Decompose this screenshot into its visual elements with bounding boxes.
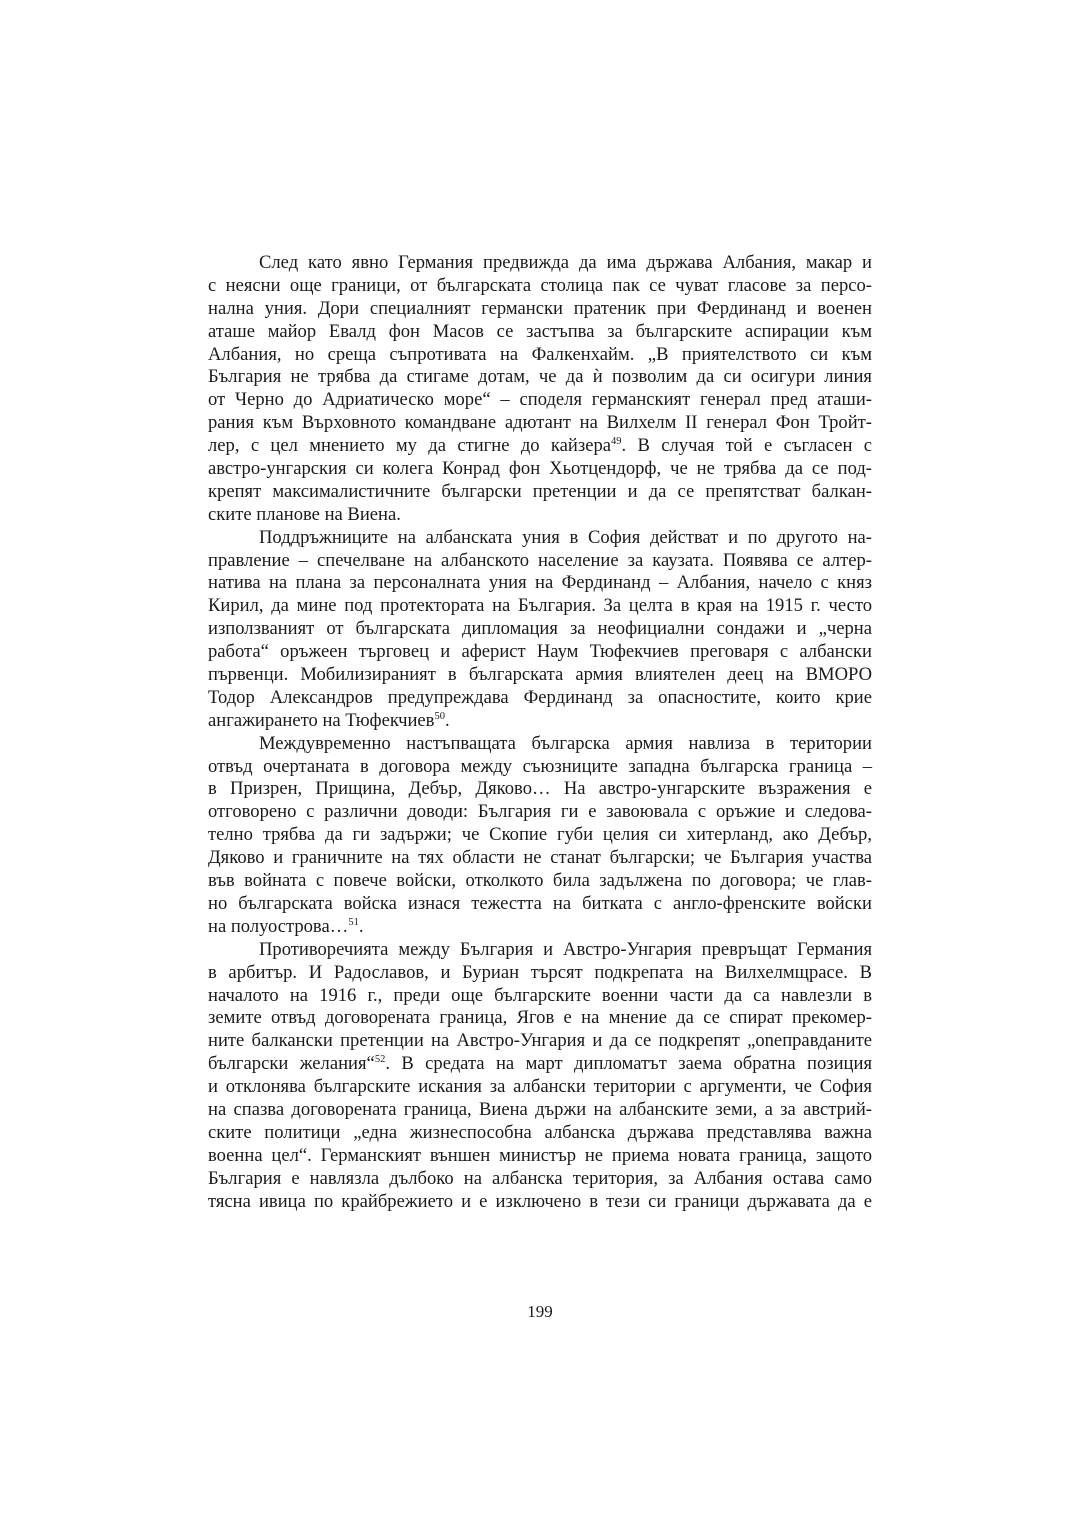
body-text [208, 252, 872, 1213]
text-line [208, 939, 872, 962]
text-line [208, 550, 872, 573]
line-text: България не трябва да стигаме дотам, че да ѝ позволим да си осигури линия [208, 366, 872, 388]
text-line [208, 618, 872, 641]
text-line [208, 733, 872, 756]
text-line [208, 687, 872, 710]
line-text: използваният от българската дипломация за неофициални сондажи и „черна [208, 618, 872, 640]
line-text: началото на 1916 г., преди още българските военни части да са навлезли в [208, 984, 872, 1006]
line-text: Албания, но среща съпротивата на Фалкенхайм. „В приятелството си към [208, 343, 872, 365]
paragraph [208, 939, 872, 1214]
line-text: но българската войска изнася тежестта на битката с англо-френските войски [208, 892, 872, 914]
paragraph [208, 252, 872, 527]
text-line [208, 664, 872, 687]
text-line [208, 1076, 872, 1099]
line-text: във войната с повече войски, отколкото била задължена по договора; че глав- [208, 870, 872, 892]
line-text: България е навлязла дълбоко на албанска територия, за Албания остава само [208, 1167, 872, 1189]
text-line [208, 1030, 872, 1053]
footnote-reference: 49 [611, 435, 622, 447]
text-line [208, 847, 872, 870]
line-text: крепят максималистичните български претенции и да се препятстват балкан- [208, 480, 872, 502]
line-text-continued: . [444, 709, 450, 731]
text-line [208, 801, 872, 824]
text-line [208, 527, 872, 550]
line-text: правление – спечелване на албанското население за каузата. Появява се алтер- [208, 549, 872, 571]
text-line [208, 916, 872, 939]
text-line [208, 252, 872, 275]
page-number: 199 [527, 1302, 553, 1321]
line-text: Тодор Александров предупреждава Фердинанд за опасностите, които крие [208, 686, 872, 708]
line-text-continued: . В случая той е съгласен с [621, 435, 872, 457]
text-line [208, 344, 872, 367]
text-line [208, 756, 872, 779]
text-line [208, 572, 872, 595]
line-text: Дяково и граничните на тях области не станат български; че България участва [208, 847, 872, 869]
line-text: военна цел“. Германският външен министър не приема новата граница, защото [208, 1144, 872, 1166]
line-text: отговорено с различни доводи: България ги е завоювала с оръжие и следова- [208, 801, 872, 823]
text-line [208, 412, 872, 435]
text-line [208, 275, 872, 298]
line-text: рания към Върховното командване адютант на Вилхелм II генерал Фон Тройт- [208, 412, 872, 434]
line-text: и отклонява българските искания за албански територии с аргументи, че София [208, 1076, 872, 1098]
line-text: телно трябва да ги задържи; че Скопие губи целия си хитерланд, ако Дебър, [208, 824, 872, 846]
line-text-continued: . [358, 915, 364, 937]
line-text: тясна ивица по крайбрежието и е изключено в тези си граници държавата да е [208, 1190, 872, 1212]
line-text: ските планове на Виена. [208, 503, 401, 525]
text-line [208, 1191, 872, 1214]
text-line [208, 641, 872, 664]
line-text: на полуострова… [208, 915, 349, 937]
line-text-continued: . В средата на март дипломатът заема обратна позиция [385, 1053, 872, 1075]
line-text: в арбитър. И Радославов, и Буриан търсят подкрепата на Вилхелмщрасе. В [208, 961, 872, 983]
line-text: земите отвъд договорената граница, Ягов е на мнение да се спират прекомер- [208, 1007, 872, 1029]
line-text: първенци. Мобилизираният в българската армия влиятелен деец на ВМОРО [208, 664, 872, 686]
text-line [208, 778, 872, 801]
line-text: лер, с цел мнението му да стигне до кайзера [208, 435, 612, 457]
text-line [208, 298, 872, 321]
line-text: български желания“ [208, 1053, 375, 1075]
text-line [208, 1007, 872, 1030]
line-text: Поддръжниците на албанската уния в София действат и по другото на- [259, 526, 872, 548]
footnote-reference: 52 [374, 1053, 386, 1065]
line-text: ските политици „една жизнеспособна албанска държава представлява важна [208, 1121, 872, 1143]
text-line [208, 481, 872, 504]
line-text: натива на плана за персоналната уния на Фердинанд – Албания, начело с княз [208, 572, 872, 594]
text-line [208, 389, 872, 412]
footnote-reference: 51 [348, 916, 359, 928]
text-line [208, 1053, 872, 1076]
text-line [208, 1099, 872, 1122]
line-text: Противоречията между България и Австро-Унгария превръщат Германия [259, 938, 872, 960]
text-line [208, 985, 872, 1008]
line-text: След като явно Германия предвижда да има държава Албания, макар и [259, 252, 872, 273]
text-line [208, 893, 872, 916]
line-text: ните балкански претенции на Австро-Унгария и да се подкрепят „оneправданите [208, 1030, 872, 1052]
text-line [208, 595, 872, 618]
text-line [208, 1145, 872, 1168]
text-line [208, 321, 872, 344]
text-line [208, 504, 872, 527]
line-text: нална уния. Дори специалният германски пратеник при Фердинанд и военен [208, 297, 872, 319]
text-line [208, 1122, 872, 1145]
line-text: отвъд очертаната в договора между съюзниците западна българска граница – [208, 755, 872, 777]
text-line [208, 870, 872, 893]
line-text: австро-унгарския си колега Конрад фон Хьотцендорф, че не трябва да се под- [208, 458, 872, 480]
line-text: Кирил, да мине под протектората на България. За целта в края на 1915 г. често [208, 595, 872, 617]
footnote-reference: 50 [434, 710, 445, 722]
line-text: работа“ оръжеен търговец и аферист Наум Тюфекчиев преговаря с албански [208, 641, 872, 663]
line-text: Междувременно настъпващата българска армия навлиза в територии [259, 732, 872, 754]
text-line [208, 435, 872, 458]
text-line [208, 458, 872, 481]
text-line [208, 824, 872, 847]
text-line [208, 710, 872, 733]
line-text: аташе майор Евалд фон Масов се застъпва за българските аспирации към [208, 320, 872, 342]
text-line [208, 366, 872, 389]
paragraph [208, 527, 872, 733]
text-line [208, 962, 872, 985]
line-text: от Черно до Адриатическо море“ – споделя германският генерал пред аташи- [208, 389, 872, 411]
line-text: с неясни още граници, от българската столица пак се чуват гласове за персо- [208, 274, 872, 296]
line-text: в Призрен, Прищина, Дебър, Дяково… На австро-унгарските възражения е [208, 778, 872, 800]
line-text: ангажирането на Тюфекчиев [208, 709, 435, 731]
text-line [208, 1168, 872, 1191]
paragraph [208, 733, 872, 939]
line-text: на спазва договорената граница, Виена държи на албанските земи, а за австрий- [208, 1098, 872, 1120]
